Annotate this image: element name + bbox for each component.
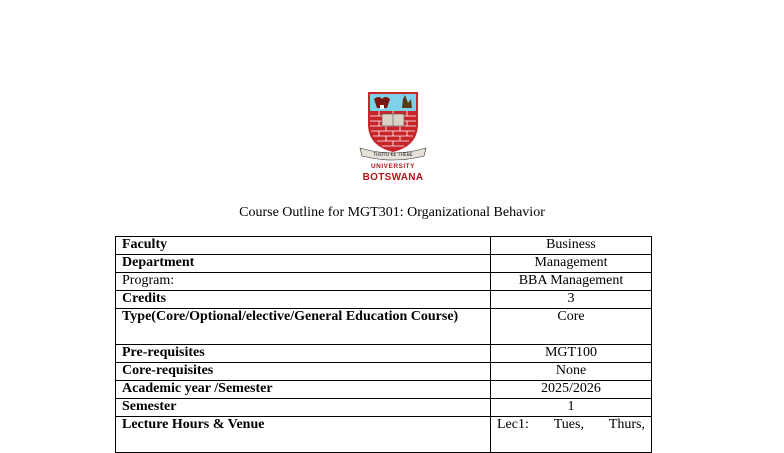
row-value: 2025/2026 — [491, 381, 652, 399]
table-row-corequisites — [116, 363, 652, 381]
row-label: Core-requisites — [116, 363, 491, 381]
table-row-academic-year — [116, 381, 652, 399]
row-label: Lecture Hours & Venue — [116, 417, 491, 453]
row-label: Pre-requisites — [116, 345, 491, 363]
row-label: Credits — [116, 291, 491, 309]
row-label: Department — [116, 255, 491, 273]
table-row-prerequisites — [116, 345, 652, 363]
course-info-table — [115, 236, 652, 453]
university-name-line2: BOTSWANA — [362, 171, 424, 183]
document-title: Course Outline for MGT301: Organizational Behavior — [239, 205, 545, 220]
university-logo — [358, 90, 428, 190]
table-row-type — [116, 309, 652, 345]
row-label: Semester — [116, 399, 491, 417]
university-name-line1: UNIVERSITY — [370, 163, 415, 170]
row-label: Faculty — [116, 237, 491, 255]
row-value: Core — [491, 309, 652, 345]
motto-text: THUTO KE THEBE — [373, 153, 413, 158]
row-label: Academic year /Semester — [116, 381, 491, 399]
table-row-department — [116, 255, 652, 273]
motto-ribbon-icon — [358, 144, 428, 162]
row-value: None — [491, 363, 652, 381]
table-row-faculty — [116, 237, 652, 255]
row-value: BBA Management — [491, 273, 652, 291]
row-value: 1 — [491, 399, 652, 417]
table-row-lecture-hours — [116, 417, 652, 453]
row-value: MGT100 — [491, 345, 652, 363]
row-label: Program: — [116, 273, 491, 291]
row-value: Business — [491, 237, 652, 255]
table-row-credits — [116, 291, 652, 309]
row-label: Type(Core/Optional/elective/General Education Course) — [116, 309, 491, 345]
row-value: 3 — [491, 291, 652, 309]
table-row-semester — [116, 399, 652, 417]
row-value: Lec1: Tues, Thurs, — [491, 417, 652, 453]
university-name — [358, 164, 428, 183]
row-value: Management — [491, 255, 652, 273]
table-row-program — [116, 273, 652, 291]
